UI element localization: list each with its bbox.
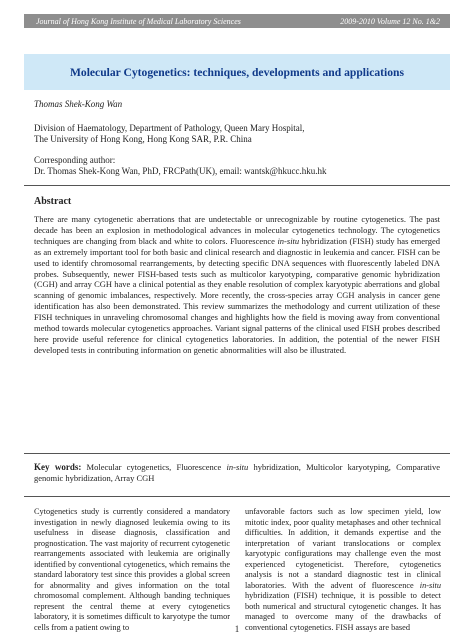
- affiliation-line: The University of Hong Kong, Hong Kong SAR, P.R. China: [34, 133, 252, 144]
- correspondence-text: Dr. Thomas Shek-Kong Wan, PhD, FRCPath(UK), email: wantsk@hkucc.hku.hk: [34, 165, 327, 176]
- divider-mid: [24, 453, 450, 454]
- author-name: Thomas Shek-Kong Wan: [34, 99, 123, 109]
- divider-top: [24, 185, 450, 186]
- abstract-text: [34, 214, 440, 356]
- correspondence: [34, 155, 326, 176]
- keywords-label: Key words:: [34, 462, 82, 472]
- affiliation-line: Division of Haematology, Department of Pathology, Queen Mary Hospital,: [34, 123, 305, 133]
- abstract-part: There are many cytogenetic aberrations that are undetectable or unrecognizable by routine cytogenetics. The past decade has been an explosion in methodological advances in molecular cytogenetics technology. The cytogenetics techniques are changing from black and white to colors. Fluorescence: [34, 214, 440, 246]
- keywords: [34, 462, 440, 484]
- abstract-italic: in-situ: [277, 235, 300, 246]
- body-italic: in-situ: [419, 580, 441, 590]
- body-part: unfavorable factors such as low specimen yield, low mitotic index, poor quality metaphases and other technical difficulties. In addition, it demands expertise and the interpretation of variant translocations or complex karyotypic configurations may challenge even the most experienced cytogeneticist. Therefore, cytogenetics analysis is not a standard diagnostic test in clinical laboratories. With the advent of fluorescence: [245, 507, 441, 590]
- abstract-part: hybridization (FISH) study has emerged as an extremely important tool for both basic and clinical research and diagnostic in leukemia and cancer. FISH can be used to identify chromosomal rearrangements, by detecting specific DNA sequences with fluorescently labeled DNA probes. Subsequently, newer FISH-based tests such as multicolor karyotyping, comparative genomic hybridization (CGH) and array CGH have a clinical potential as they enable resolution of complex karyotypic aberrations and global scanning of genomic imbalances, respectively. More recently, the cross-species array CGH analysis in cancer gene identification has also been demonstrated. This review summarizes the methodology and current utilization of these FISH techniques in unraveling chromosomal changes and highlights how the field is moving away from conventional method towards molecular cytogenetics approaches. Variant signal patterns of the clinical used FISH probes described here provide useful reference for clinical cytogenetics laboratories. In addition, the potential of the newer FISH developed tests in contributing information on genetic abnormalities will also be illustrated.: [34, 235, 440, 355]
- body-column-left: Cytogenetics study is currently considered a mandatory investigation in newly diagnosed leukemia owing to its usefulness in disease diagnosis, classification and prognostication. The vast majority of recurrent cytogenetic rearrangements associated with leukemia are originally identified by conventional cytogenetics, which remains the standard laboratory test since this provides a global screen for abnormality and gives information on the total chromosomal complement. Although banding techniques represent the central theme at every cytogenetics laboratory, it is sometimes difficult to karyotype the tumor cells from a patient owing to: [34, 507, 230, 633]
- keywords-italic: in-situ: [226, 462, 249, 472]
- keywords-part: Molecular cytogenetics, Fluorescence: [81, 462, 227, 472]
- abstract-heading: Abstract: [34, 196, 72, 207]
- divider-bottom: [24, 496, 450, 497]
- paper-title: Molecular Cytogenetics: techniques, developments and applications: [69, 65, 405, 79]
- volume-info: 2009-2010 Volume 12 No. 1&2: [340, 16, 440, 26]
- correspondence-label: Corresponding author:: [34, 155, 116, 165]
- page-number: 1: [234, 624, 240, 634]
- body-column-right: [245, 507, 441, 634]
- running-header: [24, 14, 450, 28]
- affiliation: [34, 123, 305, 144]
- body-part: hybridization (FISH) technique, it is possible to detect both numerical and structural cytogenetic changes. It has managed to overcome many of the drawbacks of conventional cytogenetics. FISH assays are based: [245, 591, 441, 633]
- title-box: [24, 54, 450, 90]
- keywords-part: hybridization, Multicolor karyotyping, Comparative genomic hybridization, Array CGH: [34, 462, 440, 483]
- journal-name: Journal of Hong Kong Institute of Medical Laboratory Sciences: [36, 16, 241, 26]
